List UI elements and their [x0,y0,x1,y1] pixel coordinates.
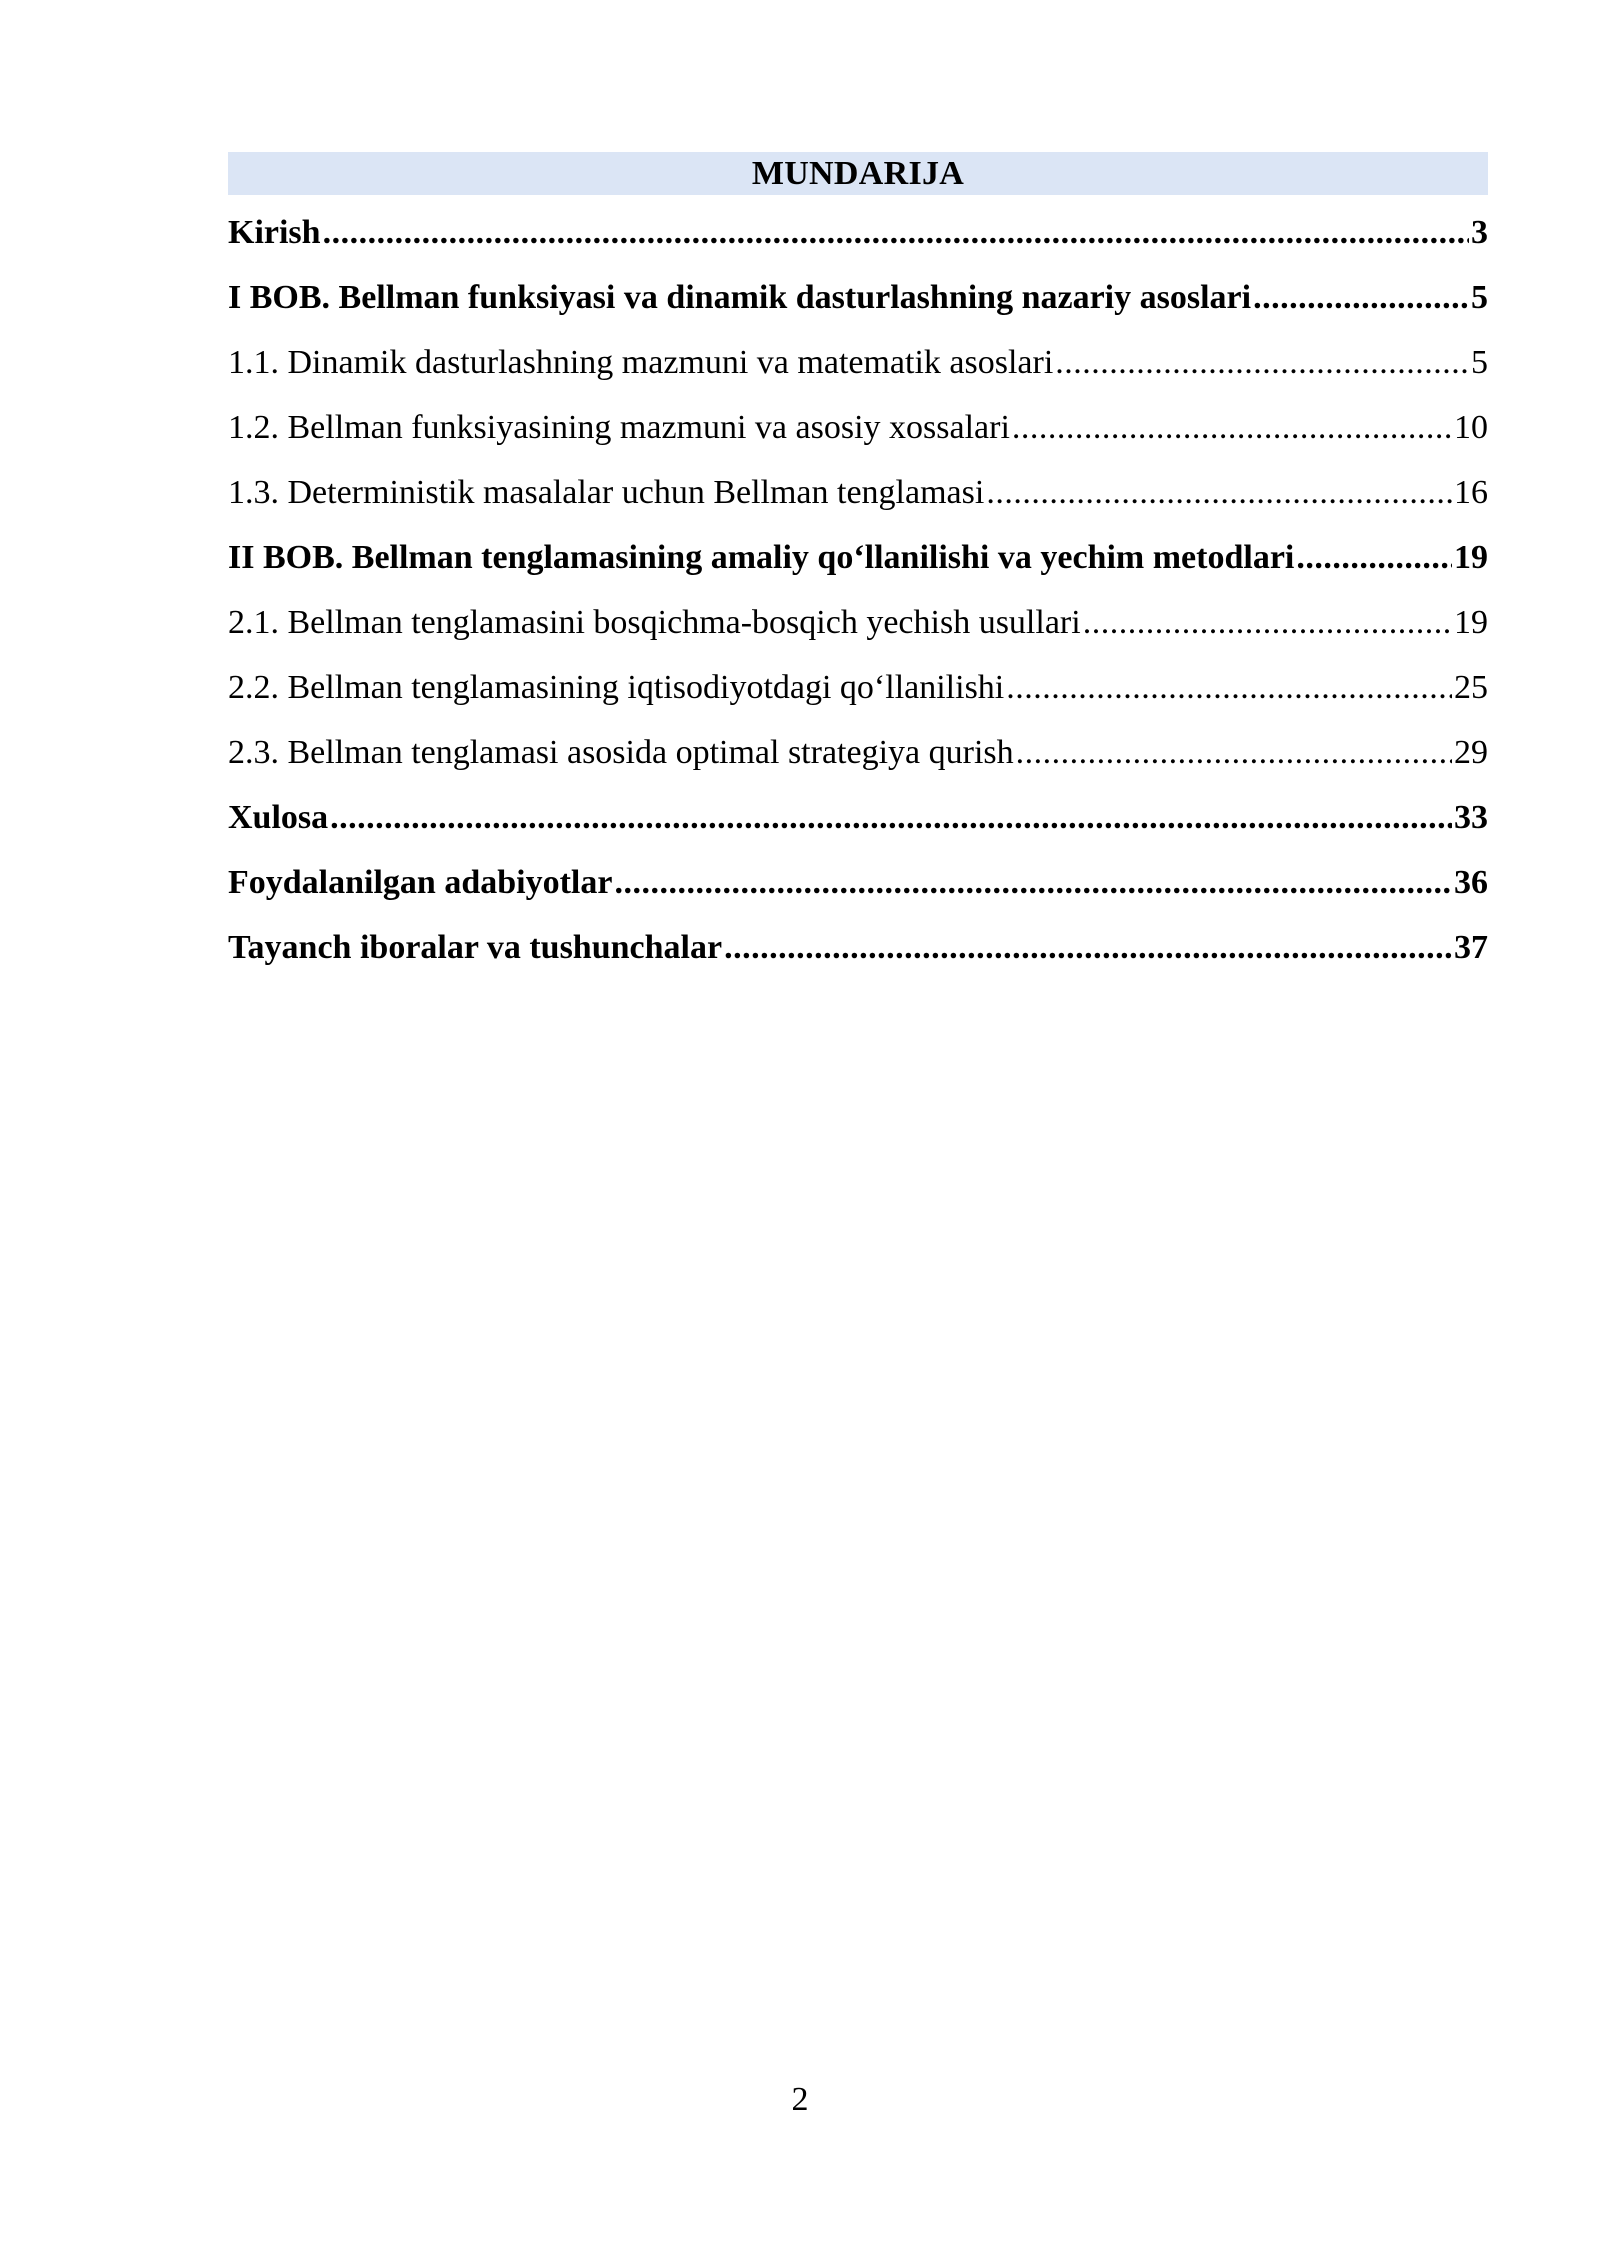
toc-entry-page: 19 [1454,539,1488,576]
toc-dot-leader [1083,590,1452,655]
toc-entry-page: 25 [1454,669,1488,706]
toc-entry-text: Foydalanilgan adabiyotlar [228,864,613,901]
toc-entry-text: 1.1. Dinamik dasturlashning mazmuni va matematik asoslari [228,344,1054,381]
toc-entry-text: 1.3. Deterministik masalalar uchun Bellman tenglamasi [228,474,985,511]
toc-entry-chapter-2[interactable] [228,525,1488,590]
toc-entry-xulosa[interactable] [228,785,1488,850]
toc-entry-text: 2.1. Bellman tenglamasini bosqichma-bosqich yechish usullari [228,604,1081,641]
toc-dot-leader [1296,525,1452,590]
toc-entry-page: 16 [1454,474,1488,511]
toc-entry-page: 19 [1454,604,1488,641]
toc-entry-page: 5 [1471,344,1488,381]
toc-entry-section-1-2[interactable] [228,395,1488,460]
toc-entry-references[interactable] [228,850,1488,915]
toc-entry-page: 29 [1454,734,1488,771]
toc-entry-text: 2.3. Bellman tenglamasi asosida optimal strategiya qurish [228,734,1014,771]
toc-dot-leader [1006,655,1452,720]
toc-entry-page: 37 [1454,929,1488,966]
toc-entry-page: 36 [1454,864,1488,901]
toc-entry-text: 1.2. Bellman funksiyasining mazmuni va asosiy xossalari [228,409,1010,446]
toc-dot-leader [1253,265,1469,330]
page-number: 2 [791,2081,809,2118]
toc-entry-text: Xulosa [228,799,329,836]
toc-dot-leader [614,850,1452,915]
toc-entry-chapter-1[interactable] [228,265,1488,330]
toc-entry-section-1-3[interactable] [228,460,1488,525]
toc-entry-text: I BOB. Bellman funksiyasi va dinamik dasturlashning nazariy asoslari [228,279,1252,316]
toc-dot-leader [1012,395,1452,460]
toc-entry-page: 10 [1454,409,1488,446]
toc-dot-leader [330,785,1452,850]
toc-entry-glossary[interactable] [228,915,1488,980]
toc-entry-section-2-3[interactable] [228,720,1488,785]
toc-dot-leader [1016,720,1452,785]
toc-list [228,200,1488,980]
toc-entry-text: Tayanch iboralar va tushunchalar [228,929,723,966]
toc-entry-page: 33 [1454,799,1488,836]
toc-dot-leader [986,460,1452,525]
toc-dot-leader [1055,330,1469,395]
toc-entry-section-2-1[interactable] [228,590,1488,655]
toc-dot-leader [724,915,1452,980]
toc-entry-text: Kirish [228,214,321,251]
toc-entry-text: 2.2. Bellman tenglamasining iqtisodiyotdagi qo‘llanilishi [228,669,1005,706]
toc-entry-page: 3 [1471,214,1488,251]
toc-entry-page: 5 [1471,279,1488,316]
toc-dot-leader [323,200,1469,265]
toc-entry-text: II BOB. Bellman tenglamasining amaliy qo‘llanilishi va yechim metodlari [228,539,1295,576]
toc-entry-section-2-2[interactable] [228,655,1488,720]
toc-entry-section-1-1[interactable] [228,330,1488,395]
toc-title: MUNDARIJA [228,152,1488,195]
toc-entry-kirish[interactable] [228,200,1488,265]
table-of-contents [228,152,1488,980]
